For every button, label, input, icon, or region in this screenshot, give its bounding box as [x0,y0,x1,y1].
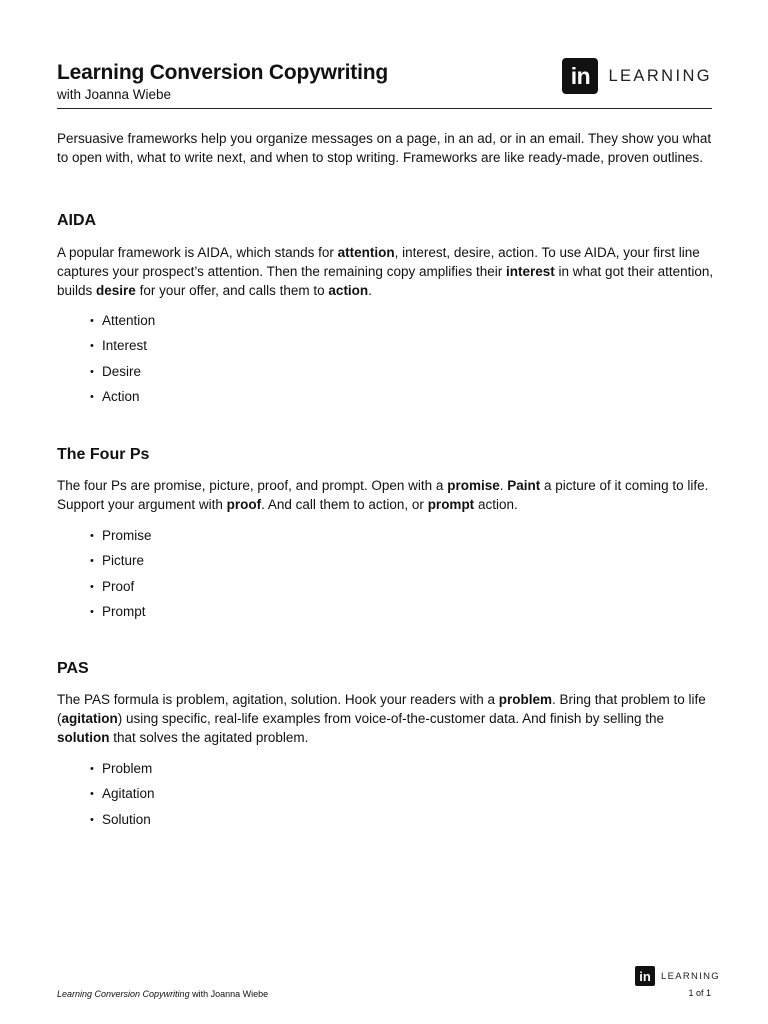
bullet-icon: • [90,606,94,619]
list-item [90,602,152,627]
bold-keyword: agitation [61,711,118,726]
bold-keyword: proof [226,497,262,512]
list-item-label: Agitation [102,786,155,802]
list-item-label: Picture [102,553,145,569]
list-item [90,526,152,551]
list-item [90,362,155,387]
bullet-icon: • [90,365,94,378]
bullet-icon: • [90,340,94,353]
bullet-list-pas [90,759,155,835]
list-item [90,551,152,576]
list-item-label: Solution [102,811,151,827]
footer-logo-wordmark: LEARNING [661,970,720,982]
list-item-label: Attention [102,313,156,328]
text-run: action. [474,497,518,512]
bold-keyword: attention [337,245,395,260]
list-item-label: Desire [102,363,142,379]
list-item [90,810,155,835]
list-item-label: Promise [102,528,152,543]
section-heading-four-ps: The Four Ps [57,446,150,463]
page-number: 1 of 1 [688,988,711,998]
text-run: for your offer, and calls them to [135,283,329,298]
text-run: . Bring that problem to life ( [57,692,706,726]
section-heading-aida: AIDA [57,212,97,229]
author-line: with Joanna Wiebe [57,87,172,102]
text-run: The four Ps are promise, picture, proof, and prompt. Open with a [57,478,448,493]
bullet-icon: • [90,315,94,327]
section-paragraph-pas [57,690,717,747]
text-run: in what got their attention, builds [57,264,714,298]
list-item-label: Proof [102,578,135,594]
document-header [57,58,712,109]
bold-keyword: problem [498,692,552,707]
list-item [90,784,155,809]
page-title: Learning Conversion Copywriting [57,61,388,84]
text-run: Persuasive frameworks help you organize messages on a page, in an ad, or in an email. They show you what to open with, what to write next, and when to stop writing. Frameworks are like ready-made, proven outlines. [57,131,712,165]
text-run: that solves the agitated problem. [109,730,309,745]
bold-keyword: solution [57,730,110,745]
list-item-label: Prompt [102,604,146,620]
bullet-icon: • [90,391,94,404]
bold-keyword: desire [96,283,136,298]
text-run: The PAS formula is problem, agitation, solution. Hook your readers with a [57,692,499,707]
text-run: ) using specific, real-life examples from voice-of-the-customer data. And finish by selling the [117,711,664,726]
linkedin-icon: in [562,58,598,94]
text-run: . [499,478,508,493]
footer-course-credit [57,989,268,999]
bullet-icon: • [90,580,94,593]
bullet-icon: • [90,813,94,826]
text-run: . [368,283,372,298]
bold-keyword: Paint [507,478,541,493]
list-item [90,577,152,602]
section-heading-pas: PAS [57,660,89,677]
footer-logo [635,966,720,986]
footer-course-title: Learning Conversion Copywriting [57,989,190,999]
list-item-label: Action [102,389,140,405]
text-run: a picture of it coming to life. Support your argument with [57,478,709,512]
bullet-icon: • [90,763,94,775]
bullet-list-aida [90,311,155,413]
bullet-icon: • [90,530,94,542]
bullet-list-four-ps [90,526,152,628]
logo-wordmark: LEARNING [608,66,712,85]
list-item-label: Problem [102,761,153,776]
list-item-label: Interest [102,338,148,354]
bold-keyword: promise [447,478,500,493]
list-item [90,336,155,361]
list-item [90,311,155,336]
bullet-icon: • [90,788,94,801]
footer-author: with Joanna Wiebe [189,989,269,999]
list-item [90,759,155,784]
bold-keyword: interest [506,264,555,279]
linkedin-learning-logo [562,58,712,94]
intro-paragraph [57,129,717,167]
bold-keyword: action [328,283,369,298]
linkedin-icon: in [635,966,655,986]
list-item [90,387,155,412]
text-run: , interest, desire, action. To use AIDA, your first line captures your prospect’s attention. Then the remaining copy amplifies their [57,245,700,279]
section-paragraph-four-ps [57,476,717,514]
section-paragraph-aida [57,243,717,300]
bullet-icon: • [90,555,94,568]
bold-keyword: prompt [427,497,475,512]
text-run: A popular framework is AIDA, which stands for [57,245,338,260]
text-run: . And call them to action, or [261,497,428,512]
